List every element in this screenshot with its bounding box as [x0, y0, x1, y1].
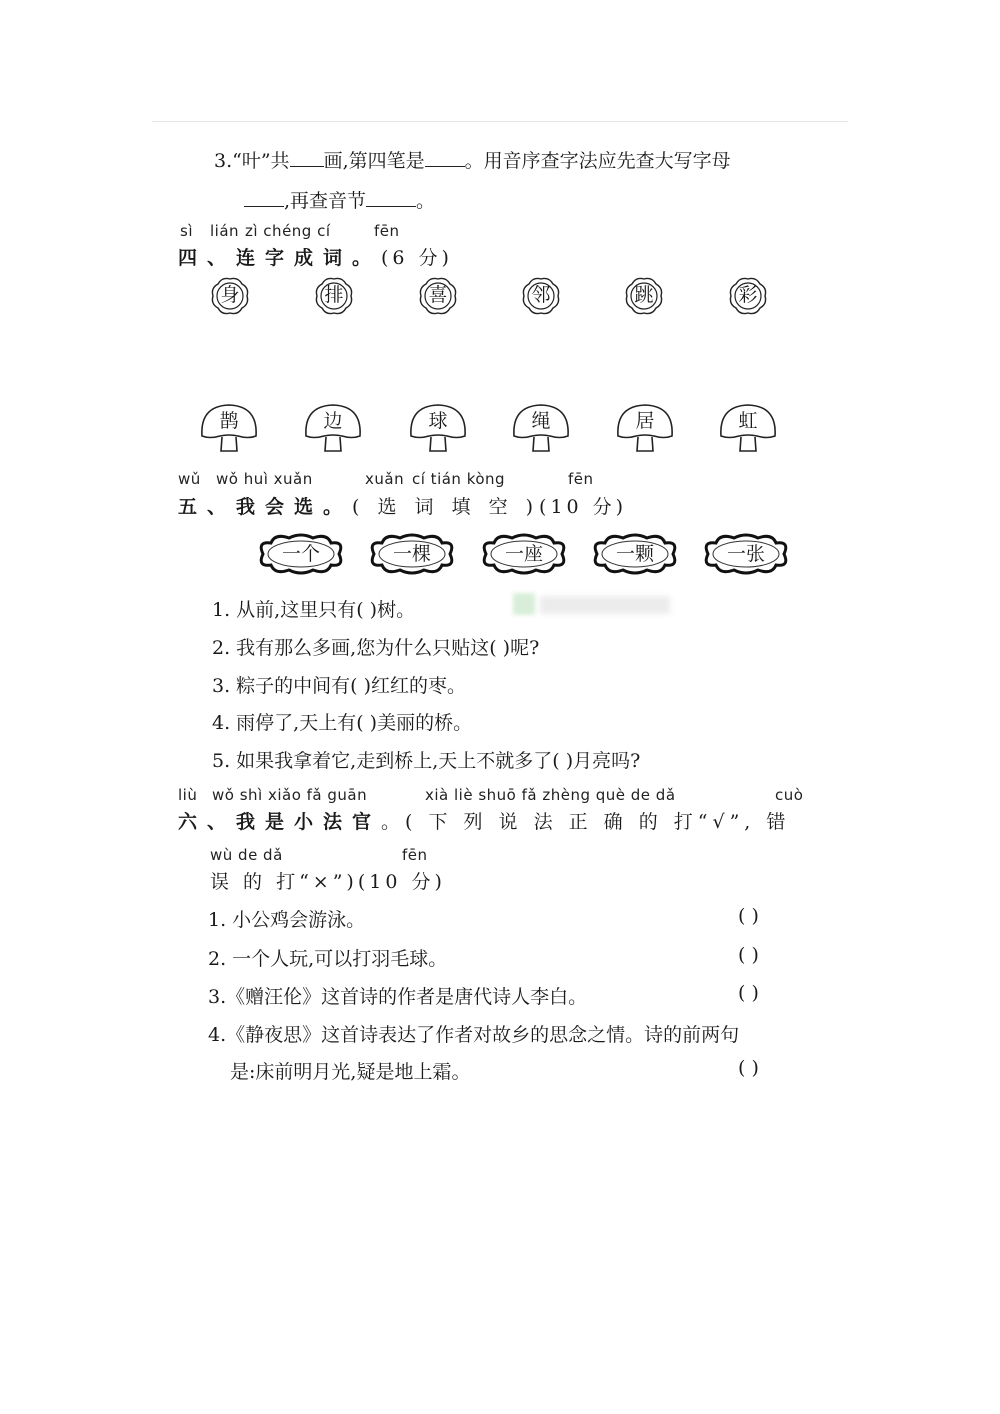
q3-blank-strokes[interactable] [290, 148, 324, 167]
q3-text-d: ,再查音节 [284, 190, 367, 212]
sec4-title: 四、连字成词。 [178, 247, 382, 269]
sec5-item-4: 4. 雨停了,天上有( )美丽的桥。 [212, 712, 473, 734]
flower-char-6[interactable] [725, 273, 771, 319]
option-label: 一座 [504, 543, 543, 565]
option-cloud-4[interactable] [589, 531, 681, 577]
flower-char-label: 排 [324, 284, 344, 306]
sec6-pinyin-wudeda: wù de dǎ [210, 846, 283, 864]
mushroom-char-label: 球 [428, 410, 448, 432]
q3-blank-syllable[interactable] [366, 188, 416, 207]
mushroom-char-label: 居 [635, 410, 655, 432]
sec6-answer-box-3[interactable]: ( ) [738, 982, 759, 1004]
option-cloud-5[interactable] [700, 531, 792, 577]
option-label: 一张 [726, 543, 765, 565]
sec4-pinyin-fen: fēn [374, 222, 400, 240]
mushroom-char-6[interactable] [717, 402, 779, 454]
q3-blank-fourth-stroke[interactable] [425, 148, 465, 167]
mushroom-char-2[interactable] [302, 402, 364, 454]
option-label: 一棵 [392, 543, 431, 565]
mushroom-char-4[interactable] [510, 402, 572, 454]
option-cloud-1[interactable] [255, 531, 347, 577]
option-label: 一颗 [615, 543, 654, 565]
sec6-answer-box-1[interactable]: ( ) [738, 905, 759, 927]
q3-line1 [214, 146, 731, 173]
flower-char-3[interactable] [415, 273, 461, 319]
flower-char-1[interactable] [207, 273, 253, 319]
sec5-heading [178, 492, 627, 519]
sec6-pinyin-cuo: cuò [775, 786, 804, 804]
sec5-item-3: 3. 粽子的中间有( )红红的枣。 [212, 675, 467, 697]
option-cloud-3[interactable] [478, 531, 570, 577]
sec4-pinyin-lian: lián [210, 222, 240, 240]
flower-char-label: 彩 [738, 284, 758, 306]
sec6-instructions-line2: 误 的 打“×”)(10 分) [210, 871, 446, 893]
sec5-item-1: 1. 从前,这里只有( )树。 [212, 599, 416, 621]
sec6-pinyin-woshixiaofaguan: wǒ shì xiǎo fǎ guān [212, 786, 368, 804]
flower-char-2[interactable] [311, 273, 357, 319]
sec6-item-4-continued: 是:床前明月光,疑是地上霜。 [230, 1061, 471, 1083]
mushroom-char-1[interactable] [198, 402, 260, 454]
sec6-item-2: 2. 一个人玩,可以打羽毛球。 [208, 948, 448, 970]
mushroom-char-label: 鹊 [219, 410, 239, 432]
sec5-pinyin-wu: wǔ [178, 470, 201, 488]
flower-char-label: 跳 [634, 284, 654, 306]
sec6-pinyin-xialie: xià liè shuō fǎ zhèng què de dǎ [425, 786, 676, 804]
q3-text-c: 。用音序查字法应先查大写字母 [464, 150, 731, 172]
sec5-item-5: 5. 如果我拿着它,走到桥上,天上不就多了( )月亮吗? [212, 750, 641, 772]
flower-char-5[interactable] [621, 273, 667, 319]
sec5-score: (10 分) [539, 496, 628, 518]
blurred-mark-gray [540, 596, 670, 614]
sec6-title: 六、我是小法官 [178, 811, 382, 833]
sec6-pinyin-fen: fēn [402, 846, 428, 864]
sec5-pinyin-citiankong: cí tián kòng [412, 470, 506, 488]
mushroom-char-3[interactable] [407, 402, 469, 454]
sec5-subtitle: ( 选 词 填 空 ) [352, 496, 540, 518]
sec6-item-1: 1. 小公鸡会游泳。 [208, 909, 366, 931]
option-label: 一个 [281, 543, 320, 565]
flower-char-4[interactable] [518, 273, 564, 319]
flower-char-label: 邻 [531, 284, 551, 306]
sec5-pinyin-xuan: xuǎn [365, 470, 405, 488]
sec6-heading [178, 807, 790, 834]
q3-blank-capital-letter[interactable] [244, 188, 284, 207]
page-top-rule [152, 121, 848, 122]
sec4-score: (6 分) [381, 247, 453, 269]
sec5-pinyin-wohuixuan: wǒ huì xuǎn [216, 470, 313, 488]
sec6-item-4: 4.《静夜思》这首诗表达了作者对故乡的思念之情。诗的前两句 [208, 1024, 740, 1046]
blurred-mark-green [513, 593, 535, 615]
q3-text-e: 。 [416, 190, 436, 212]
mushroom-char-label: 虹 [738, 410, 758, 432]
mushroom-char-label: 边 [323, 410, 343, 432]
q3-text-a: 3.“叶”共 [214, 150, 290, 172]
q3-text-b: 画,第四笔是 [323, 150, 425, 172]
sec4-heading [178, 243, 453, 270]
sec4-pinyin-zichengci: zì chéng cí [245, 222, 331, 240]
flower-char-label: 喜 [428, 284, 448, 306]
sec6-item-3: 3.《赠汪伦》这首诗的作者是唐代诗人李白。 [208, 986, 588, 1008]
sec5-item-2: 2. 我有那么多画,您为什么只贴这( )呢? [212, 637, 540, 659]
mushroom-char-label: 绳 [531, 410, 551, 432]
sec5-title: 五、我会选。 [178, 496, 353, 518]
q3-line2 [244, 186, 435, 213]
mushroom-char-5[interactable] [614, 402, 676, 454]
sec6-answer-box-4[interactable]: ( ) [738, 1057, 759, 1079]
sec6-pinyin-liu: liù [178, 786, 198, 804]
sec6-instructions: 。( 下 列 说 法 正 确 的 打“√”, 错 [381, 811, 791, 833]
flower-char-label: 身 [220, 284, 240, 306]
sec5-pinyin-fen: fēn [568, 470, 594, 488]
sec6-answer-box-2[interactable]: ( ) [738, 944, 759, 966]
sec4-pinyin-si: sì [180, 222, 193, 240]
option-cloud-2[interactable] [366, 531, 458, 577]
